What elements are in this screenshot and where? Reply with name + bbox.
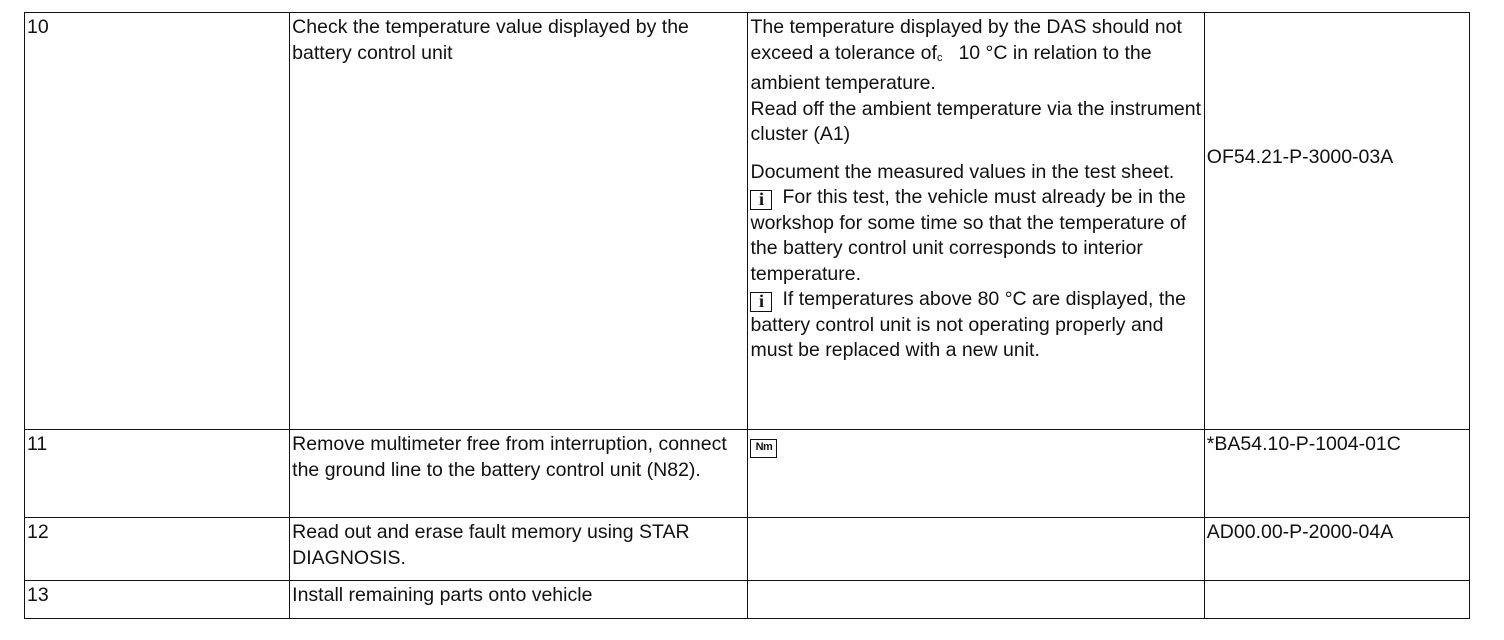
step-number-cell: 13 [25, 581, 290, 619]
reference-cell [1204, 581, 1469, 619]
operation-cell: Install remaining parts onto vehicle [290, 581, 748, 619]
notes-cell [748, 518, 1204, 581]
info-note-workshop-text: For this test, the vehicle must already be in the workshop for some time so that the temperature of the battery control unit corresponds to interior temperature. [750, 186, 1187, 285]
document-values-note: Document the measured values in the test sheet. [750, 160, 1175, 183]
notes-cell [748, 13, 1204, 430]
tolerance-note [750, 15, 1201, 97]
table-row [25, 581, 1470, 619]
table-row [25, 13, 1470, 430]
reference-cell [1204, 13, 1469, 430]
procedure-table [24, 12, 1470, 619]
operation-cell: Remove multimeter free from interruption, connect the ground line to the battery control unit (N82). [290, 430, 748, 518]
table-row [25, 430, 1470, 518]
info-icon: i [750, 292, 772, 312]
operation-cell: Read out and erase fault memory using STAR DIAGNOSIS. [290, 518, 748, 581]
reference-cell: *BA54.10-P-1004-01C [1204, 430, 1469, 518]
info-note-temperature-text: If temperatures above 80 °C are displayed, the battery control unit is not operating properly and must be replaced with a new unit. [750, 288, 1186, 361]
torque-nm-icon: Nm [750, 439, 777, 458]
info-note-temperature [750, 287, 1201, 364]
ambient-temp-note: Read off the ambient temperature via the instrument cluster (A1) [750, 97, 1202, 145]
step-number-cell: 10 [25, 13, 290, 430]
reference-cell: AD00.00-P-2000-04A [1204, 518, 1469, 581]
tolerance-note-text: The temperature displayed by the DAS should not exceed a tolerance of [750, 16, 1182, 64]
tolerance-symbol: c [936, 51, 943, 64]
notes-cell [748, 430, 1204, 518]
notes-cell [748, 581, 1204, 619]
table-row [25, 518, 1470, 581]
step-number-cell: 11 [25, 430, 290, 518]
info-icon: i [750, 190, 772, 210]
operation-cell: Check the temperature value displayed by the battery control unit [290, 13, 748, 430]
step-number-cell: 12 [25, 518, 290, 581]
tolerance-value-text: 10 °C in relation to the ambient temperature. [750, 41, 1152, 94]
info-note-workshop [750, 185, 1201, 287]
reference-code: OF54.21-P-3000-03A [1206, 146, 1394, 168]
spacer [750, 148, 1201, 160]
